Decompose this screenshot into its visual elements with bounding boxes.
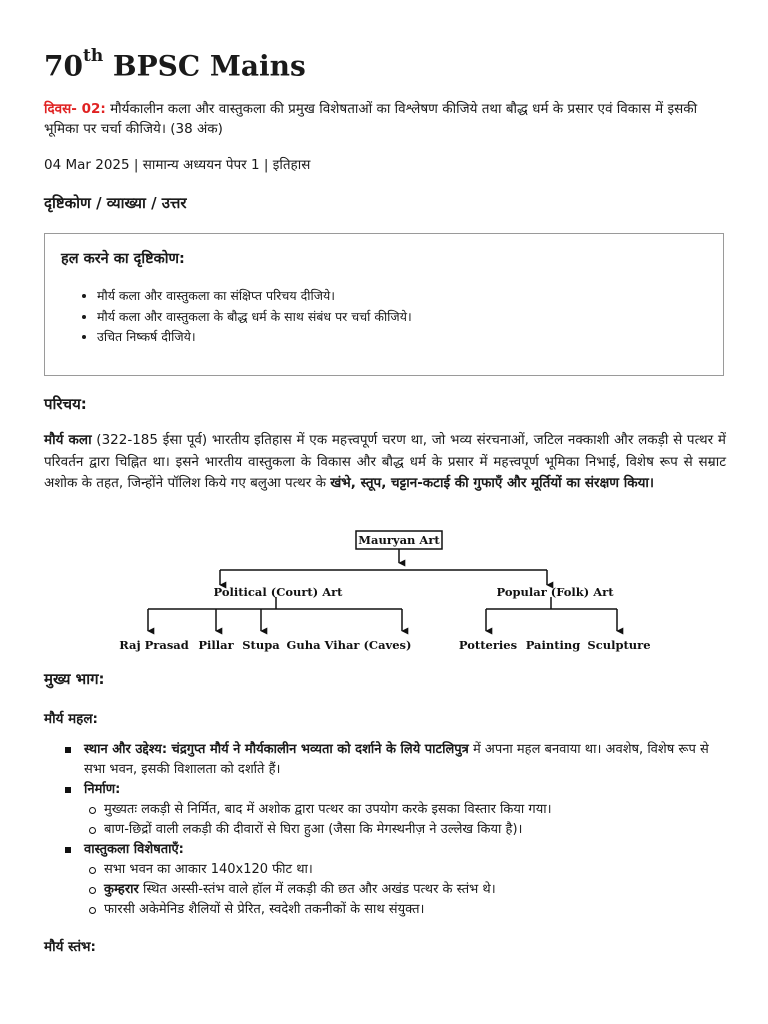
painting-label: Painting (525, 638, 581, 652)
pillar-label: Pillar (198, 638, 234, 652)
list-item: मुख्यतः लकड़ी से निर्मित, बाद में अशोक द्वारा पत्थर का उपयोग करके इसका विस्तार किया गया। (44, 800, 726, 820)
question-text: मौर्यकालीन कला और वास्तुकला की प्रमुख विशेषताओं का विश्लेषण कीजिये तथा बौद्ध धर्म के प्रसार एवं विकास में इसकी भूमिका पर चर्चा कीजिये। (38 अंक) (44, 101, 698, 137)
list-item: • मौर्य कला और वास्तुकला का संक्षिप्त परिचय दीजिये। (97, 286, 412, 307)
bullet-bold: वास्तुकला विशेषताएँ: (84, 842, 184, 857)
sub-list (44, 860, 726, 920)
list-item (44, 740, 726, 780)
approach-heading: दृष्टिकोण / व्याख्या / उत्तर (44, 194, 187, 212)
bullet-text: में अपना महल बनवाया था। अवशेष, विशेष रूप से सभा भवन, इसकी विशालता को दर्शाते हैं। (84, 742, 709, 777)
list-item (44, 840, 726, 920)
list-item: फारसी अकेमेनिड शैलियों से प्रेरित, स्वदेशी तकनीकों के साथ संयुक्त। (44, 900, 726, 920)
bullet-bold: स्थान और उद्देश्य: चंद्रगुप्त मौर्य ने मौर्यकालीन भव्यता को दर्शाने के लिये पाटलिपुत्र (84, 742, 469, 757)
sub-list (44, 800, 726, 840)
raj-prasad-label: Raj Prasad (119, 638, 189, 652)
list-item (44, 780, 726, 840)
approach-box (44, 233, 724, 376)
title-text: BPSC Mains (103, 49, 306, 83)
political-art-label: Political (Court) Art (213, 585, 343, 599)
mauryan-art-diagram (70, 525, 670, 660)
question (44, 99, 726, 139)
intro-paragraph (44, 430, 726, 495)
intro-bold-end: खंभे, स्तूप, चट्टान-कटाई की गुफाएँ और मूर्तियों का संरक्षण किया। (330, 475, 655, 491)
main-heading: मुख्य भाग: (44, 670, 105, 688)
list-item: बाण-छिद्रों वाली लकड़ी की दीवारों से घिरा हुआ (जैसा कि मेगस्थनीज़ ने उल्लेख किया है)। (44, 820, 726, 840)
list-item (44, 880, 726, 900)
palace-list (44, 740, 726, 920)
list-item: • मौर्य कला और वास्तुकला के बौद्ध धर्म के साथ संबंध पर चर्चा कीजिये। (97, 307, 412, 328)
palace-subheading: मौर्य महल: (44, 711, 98, 727)
root-label: Mauryan Art (358, 533, 440, 547)
sculpture-label: Sculpture (587, 638, 651, 652)
intro-lead: मौर्य कला (44, 432, 92, 448)
bullet-bold: कुम्हरार (104, 882, 139, 897)
list-item: • उचित निष्कर्ष दीजिये। (97, 327, 412, 348)
page-title (44, 40, 306, 86)
list-item: सभा भवन का आकार 140x120 फीट था। (44, 860, 726, 880)
day-label: दिवस- 02: (44, 101, 106, 117)
pillar-subheading: मौर्य स्तंभ: (44, 939, 96, 955)
intro-heading: परिचय: (44, 395, 87, 413)
palace-section (44, 740, 726, 920)
intro-body: (322-185 ईसा पूर्व) भारतीय इतिहास में एक महत्त्वपूर्ण चरण था, जो भव्य संरचनाओं, जटिल नक्काशी और लकड़ी से पत्थर में परिवर्तन द्वारा चिह्नित था। इसने भारतीय वास्तुकला के विकास और बौद्ध धर्म के प्रसार में महत्त्वपूर्ण भूमिका निभाई, विशेष रूप से सम्राट अशोक के तहत, जिन्होंने पॉलिश किये गए बलुआ पत्थर के (44, 432, 726, 491)
bullet-text: स्थित अस्सी-स्तंभ वाले हॉल में लकड़ी की छत और अखंड पत्थर के स्तंभ थे। (138, 882, 496, 897)
folk-art-label: Popular (Folk) Art (496, 585, 614, 599)
meta-line: 04 Mar 2025 | सामान्य अध्ययन पेपर 1 | इतिहास (44, 157, 311, 173)
title-number: 70 (44, 49, 83, 83)
approach-list (45, 286, 412, 348)
title-superscript: th (82, 46, 104, 66)
approach-box-heading: हल करने का दृष्टिकोण: (61, 251, 185, 267)
stupa-label: Stupa (242, 638, 280, 652)
bullet-bold: निर्माण: (84, 782, 121, 797)
guha-vihar-label: Guha Vihar (Caves) (286, 638, 412, 652)
potteries-label: Potteries (458, 638, 518, 652)
